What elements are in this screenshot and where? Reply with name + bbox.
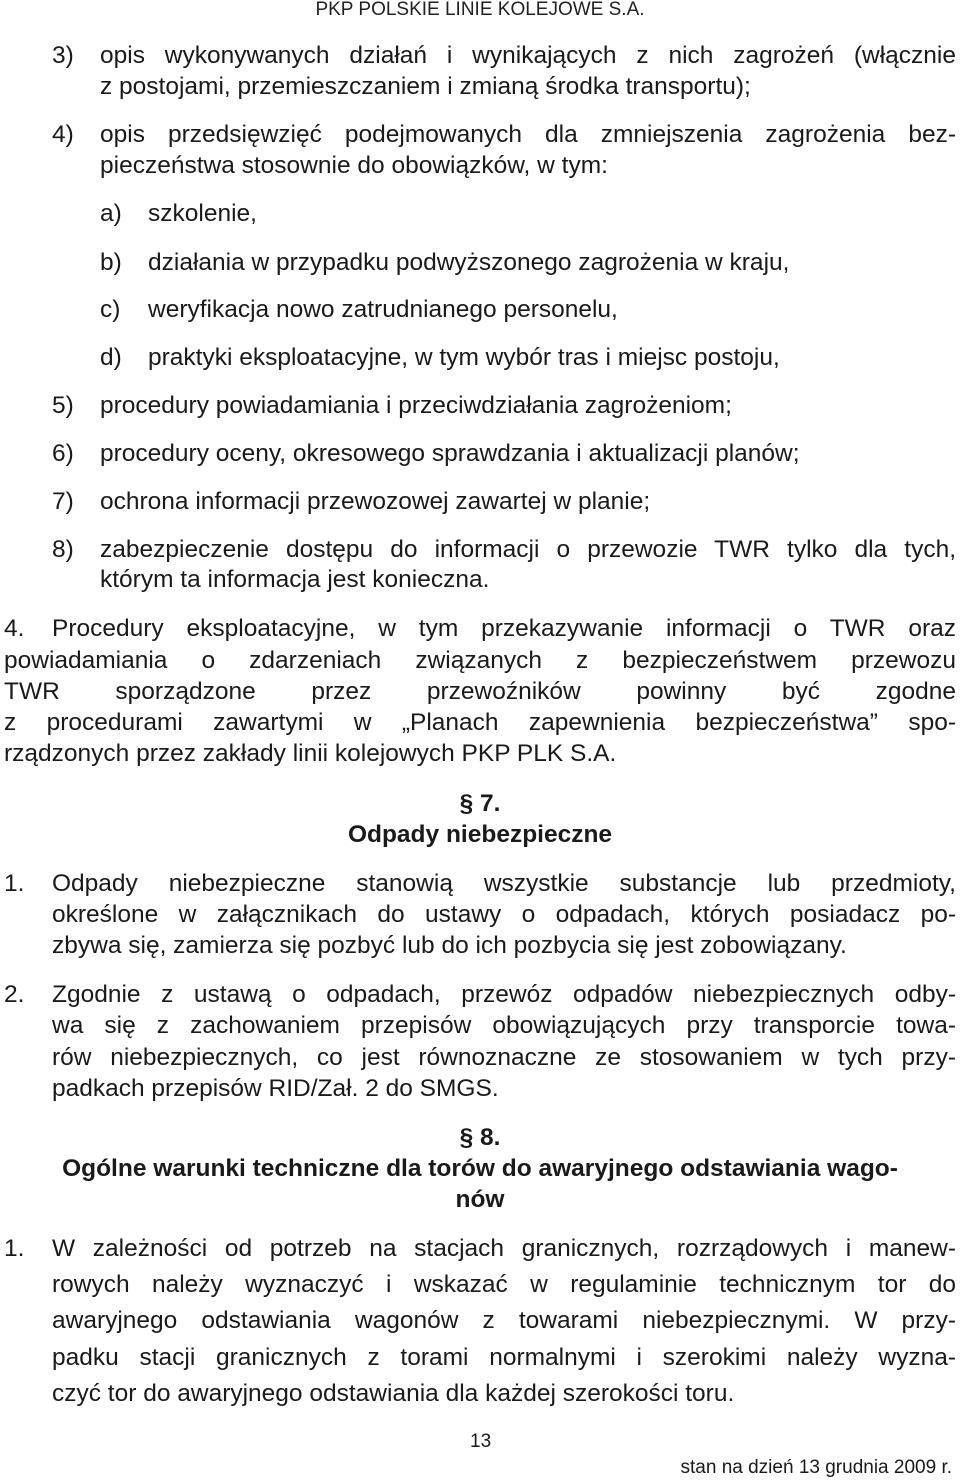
list-item-text: opis wykonywanych działań i wynikających z nich zagrożeń (włącznie: [100, 42, 956, 69]
paragraph-line: W zależności od potrzeb na stacjach granicznych, rozrządowych i manew-: [52, 1235, 956, 1262]
list-item-text: zabezpieczenie dostępu do informacji o przewozie TWR tylko dla tych,: [100, 536, 956, 563]
list-item-text: opis przedsięwzięć podejmowanych dla zmniejszenia zagrożenia bez-: [100, 121, 956, 148]
paragraph-line: TWR sporządzone przez przewoźników powinny być zgodne: [4, 678, 956, 705]
list-item-number: 6): [52, 440, 74, 467]
paragraph-line: Procedury eksploatacyjne, w tym przekazywanie informacji o TWR oraz: [52, 615, 956, 642]
list-item-number: 7): [52, 488, 74, 515]
subitem-text: weryfikacja nowo zatrudnianego personelu,: [148, 296, 618, 323]
subitem-text: praktyki eksploatacyjne, w tym wybór tras i miejsc postoju,: [148, 344, 780, 371]
paragraph-line: określone w załącznikach do ustawy o odpadach, których posiadacz po-: [52, 901, 956, 928]
paragraph-line: rządzonych przez zakłady linii kolejowych PKP PLK S.A.: [4, 740, 617, 767]
paragraph-number: 1.: [4, 1235, 25, 1262]
paragraph-line: wa się z zachowaniem przepisów obowiązujących przy transporcie towa-: [52, 1012, 956, 1039]
list-item-text: którym ta informacja jest konieczna.: [100, 566, 490, 593]
section-number: § 7.: [459, 790, 501, 817]
paragraph-line: zbywa się, zamierza się pozbyć lub do ich pozbycia się jest zobowiązany.: [52, 932, 847, 959]
list-item-number: 8): [52, 536, 74, 563]
section-number: § 8.: [459, 1124, 501, 1151]
paragraph-number: 4.: [4, 615, 25, 642]
list-item-text: pieczeństwa stosownie do obowiązków, w tym:: [100, 152, 608, 179]
paragraph-line: rowych należy wyznaczyć i wskazać w regulaminie technicznym tor do: [52, 1271, 956, 1298]
subitem-text: szkolenie,: [148, 200, 257, 227]
list-item-number: 4): [52, 121, 74, 148]
paragraph-line: padku stacji granicznych z torami normalnymi i szerokimi należy wyzna-: [52, 1344, 956, 1371]
subitem-number: a): [100, 200, 122, 227]
paragraph-line: padkach przepisów RID/Zał. 2 do SMGS.: [52, 1075, 499, 1102]
section-title: Ogólne warunki techniczne dla torów do awaryjnego odstawiania wago-: [62, 1155, 898, 1182]
page-header: PKP POLSKIE LINIE KOLEJOWE S.A.: [315, 0, 645, 20]
document-date: stan na dzień 13 grudnia 2009 r.: [680, 1457, 952, 1478]
subitem-number: d): [100, 344, 122, 371]
subitem-text: działania w przypadku podwyższonego zagrożenia w kraju,: [148, 249, 790, 276]
section-title: Odpady niebezpieczne: [347, 821, 613, 848]
list-item-number: 5): [52, 392, 74, 419]
paragraph-number: 1.: [4, 870, 25, 897]
paragraph-line: awaryjnego odstawiania wagonów z towarami niebezpiecznymi. W przy-: [52, 1307, 956, 1334]
paragraph-line: powiadamiania o zdarzeniach związanych z bezpieczeństwem przewozu: [4, 647, 956, 674]
paragraph-number: 2.: [4, 981, 25, 1008]
subitem-number: c): [100, 296, 121, 323]
paragraph-line: czyć tor do awaryjnego odstawiania dla każdej szerokości toru.: [52, 1380, 735, 1407]
paragraph-line: rów niebezpiecznych, co jest równoznaczne ze stosowaniem w tych przy-: [52, 1044, 956, 1071]
list-item-text: ochrona informacji przewozowej zawartej w planie;: [100, 488, 651, 515]
list-item-text: procedury oceny, okresowego sprawdzania i aktualizacji planów;: [100, 440, 800, 467]
paragraph-line: Odpady niebezpieczne stanowią wszystkie substancje lub przedmioty,: [52, 870, 956, 897]
list-item-number: 3): [52, 42, 74, 69]
paragraph-line: Zgodnie z ustawą o odpadach, przewóz odpadów niebezpiecznych odby-: [52, 981, 956, 1008]
list-item-text: z postojami, przemieszczaniem i zmianą środka transportu);: [100, 73, 751, 100]
paragraph-line: z procedurami zawartymi w „Planach zapewnienia bezpieczeństwa” spo-: [4, 709, 956, 736]
list-item-text: procedury powiadamiania i przeciwdziałania zagrożeniom;: [100, 392, 732, 419]
page-number: 13: [470, 1431, 492, 1452]
subitem-number: b): [100, 249, 122, 276]
section-title: nów: [455, 1186, 505, 1213]
